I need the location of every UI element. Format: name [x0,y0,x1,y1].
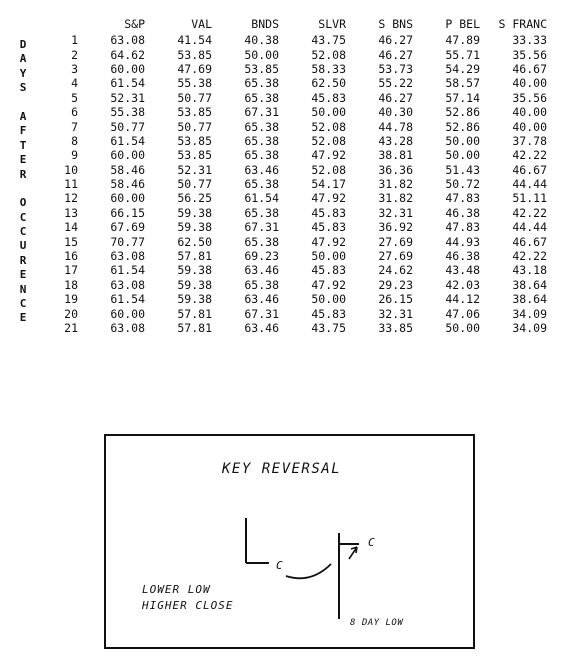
value-cell: 40.38 [244,33,279,48]
value-cell: 34.09 [512,306,547,321]
day-number-cell: 16 [64,249,78,264]
value-cell: 47.83 [445,191,480,206]
value-cell: 51.43 [445,162,480,177]
table-row [46,62,547,76]
value-cell: 58.46 [110,177,145,192]
value-cell: 42.03 [445,277,480,292]
value-cell: 67.69 [110,220,145,235]
day-number-cell: 21 [64,321,78,335]
results-table [46,15,547,335]
value-cell: 67.31 [244,306,279,321]
value-cell: 60.00 [110,191,145,206]
value-cell: 50.77 [177,90,212,105]
value-cell: 32.31 [378,205,413,220]
value-cell: 24.62 [378,263,413,278]
header-p-bel: P BEL [445,17,480,31]
value-cell: 50.72 [445,177,480,192]
value-cell: 47.69 [177,61,212,76]
value-cell: 31.82 [378,177,413,192]
value-cell: 61.54 [110,133,145,148]
table-row [46,306,547,320]
side-label-letter: Y [19,66,27,80]
side-label-letter: R [19,253,27,267]
day-number-cell: 18 [64,277,78,292]
value-cell: 55.22 [378,76,413,91]
table-row [46,163,547,177]
day-number-cell: 14 [64,220,78,235]
side-label-letter: S [19,81,27,95]
day-number-cell: 9 [71,148,78,163]
table-row [46,105,547,119]
value-cell: 59.38 [177,205,212,220]
value-cell: 46.38 [445,205,480,220]
value-cell: 36.92 [378,220,413,235]
value-cell: 46.27 [378,47,413,62]
value-cell: 53.73 [378,61,413,76]
value-cell: 56.25 [177,191,212,206]
eight-day-low-label: 8 DAY LOW [350,618,404,628]
value-cell: 50.00 [311,105,346,120]
value-cell: 55.38 [110,105,145,120]
value-cell: 63.46 [244,263,279,278]
side-label-letter: R [19,167,27,181]
header-s-franc: S FRANC [498,17,547,31]
value-cell: 52.31 [110,90,145,105]
side-label-letter: E [19,153,27,167]
value-cell: 62.50 [177,234,212,249]
table-row [46,249,547,263]
side-label-letter: N [19,282,27,296]
value-cell: 32.31 [378,306,413,321]
day-number-cell: 19 [64,292,78,307]
value-cell: 50.77 [110,119,145,134]
value-cell: 46.67 [512,61,547,76]
value-cell: 60.00 [110,61,145,76]
value-cell: 50.00 [311,249,346,264]
side-label-days-after-occurence [16,38,30,326]
value-cell: 67.31 [244,105,279,120]
value-cell: 59.38 [177,277,212,292]
value-cell: 60.00 [110,306,145,321]
value-cell: 40.00 [512,76,547,91]
table-row [46,191,547,205]
value-cell: 65.38 [244,277,279,292]
header-bnds: BNDS [251,17,279,31]
value-cell: 59.38 [177,220,212,235]
value-cell: 50.00 [244,47,279,62]
value-cell: 33.33 [512,33,547,48]
value-cell: 35.56 [512,47,547,62]
value-cell: 50.00 [445,148,480,163]
value-cell: 52.86 [445,119,480,134]
table-header-row [46,15,547,33]
value-cell: 65.38 [244,90,279,105]
table-row [46,33,547,47]
table-row [46,119,547,133]
value-cell: 59.38 [177,292,212,307]
day-number-cell: 12 [64,191,78,206]
value-cell: 37.78 [512,133,547,148]
value-cell: 60.00 [110,148,145,163]
value-cell: 43.18 [512,263,547,278]
key-reversal-diagram [104,434,475,649]
value-cell: 45.83 [311,220,346,235]
side-label-letter: D [19,38,27,51]
value-cell: 61.54 [110,76,145,91]
side-label-letter: A [19,52,27,66]
day-number-cell: 13 [64,205,78,220]
header-slvr: SLVR [318,17,346,31]
value-cell: 62.50 [311,76,346,91]
table-row [46,234,547,248]
value-cell: 40.00 [512,119,547,134]
header-val: VAL [191,17,212,31]
side-label-letter: A [19,109,27,123]
day-number-cell: 6 [71,105,78,120]
value-cell: 45.83 [311,205,346,220]
value-cell: 26.15 [378,292,413,307]
value-cell: 65.38 [244,234,279,249]
value-cell: 58.46 [110,162,145,177]
value-cell: 53.85 [177,47,212,62]
side-label-gap [16,182,30,196]
value-cell: 63.46 [244,162,279,177]
value-cell: 63.46 [244,292,279,307]
value-cell: 41.54 [177,33,212,48]
table-row [46,177,547,191]
header-sp: S&P [124,17,145,31]
value-cell: 29.23 [378,277,413,292]
value-cell: 52.86 [445,105,480,120]
value-cell: 46.27 [378,33,413,48]
value-cell: 27.69 [378,234,413,249]
day-number-cell: 10 [64,162,78,177]
table-row [46,292,547,306]
value-cell: 47.92 [311,148,346,163]
value-cell: 50.77 [177,177,212,192]
value-cell: 50.77 [177,119,212,134]
value-cell: 36.36 [378,162,413,177]
value-cell: 67.31 [244,220,279,235]
value-cell: 57.14 [445,90,480,105]
value-cell: 44.93 [445,234,480,249]
value-cell: 42.22 [512,249,547,264]
day-number-cell: 15 [64,234,78,249]
value-cell: 53.85 [244,61,279,76]
day-number-cell: 17 [64,263,78,278]
value-cell: 46.27 [378,90,413,105]
value-cell: 57.81 [177,249,212,264]
table-row [46,76,547,90]
value-cell: 44.12 [445,292,480,307]
value-cell: 55.71 [445,47,480,62]
value-cell: 63.08 [110,321,145,335]
day-number-cell: 20 [64,306,78,321]
connecting-curve [286,564,331,578]
key-reversal-sketch [106,436,477,651]
value-cell: 57.81 [177,321,212,335]
value-cell: 63.08 [110,277,145,292]
table-row [46,47,547,61]
day-number-cell: 8 [71,133,78,148]
value-cell: 43.28 [378,133,413,148]
value-cell: 55.38 [177,76,212,91]
value-cell: 53.85 [177,148,212,163]
value-cell: 69.23 [244,249,279,264]
right-close-mark: C [368,536,375,549]
side-label-letter: E [19,268,27,282]
side-label-letter: C [19,225,27,239]
table-row [46,134,547,148]
diagram-title: KEY REVERSAL [222,461,342,477]
table-row [46,206,547,220]
value-cell: 45.83 [311,306,346,321]
value-cell: 59.38 [177,263,212,278]
table-row [46,220,547,234]
side-label-letter: F [19,124,27,138]
value-cell: 61.54 [244,191,279,206]
value-cell: 45.83 [311,90,346,105]
table-row [46,91,547,105]
value-cell: 42.22 [512,205,547,220]
value-cell: 43.75 [311,321,346,335]
value-cell: 53.85 [177,133,212,148]
table-row [46,278,547,292]
value-cell: 63.46 [244,321,279,335]
value-cell: 43.48 [445,263,480,278]
table-row [46,263,547,277]
value-cell: 58.57 [445,76,480,91]
value-cell: 47.92 [311,191,346,206]
value-cell: 65.38 [244,205,279,220]
side-label-letter: C [19,297,27,311]
value-cell: 46.67 [512,234,547,249]
value-cell: 65.38 [244,133,279,148]
value-cell: 47.83 [445,220,480,235]
value-cell: 63.08 [110,249,145,264]
value-cell: 40.30 [378,105,413,120]
value-cell: 65.38 [244,76,279,91]
value-cell: 38.64 [512,292,547,307]
value-cell: 65.38 [244,148,279,163]
note-lower-low: LOWER LOW [142,583,211,596]
value-cell: 66.15 [110,205,145,220]
value-cell: 44.78 [378,119,413,134]
value-cell: 52.08 [311,162,346,177]
value-cell: 27.69 [378,249,413,264]
table-row [46,148,547,162]
value-cell: 52.08 [311,133,346,148]
value-cell: 43.75 [311,33,346,48]
value-cell: 42.22 [512,148,547,163]
value-cell: 31.82 [378,191,413,206]
side-label-letter: C [19,210,27,224]
value-cell: 47.06 [445,306,480,321]
day-number-cell: 11 [64,177,78,192]
value-cell: 52.08 [311,119,346,134]
value-cell: 61.54 [110,263,145,278]
side-label-gap [16,96,30,110]
value-cell: 44.44 [512,220,547,235]
value-cell: 33.85 [378,321,413,335]
value-cell: 47.89 [445,33,480,48]
day-number-cell: 7 [71,119,78,134]
header-day [46,15,78,33]
note-higher-close: HIGHER CLOSE [142,599,234,612]
value-cell: 46.38 [445,249,480,264]
side-label-letter: E [19,311,27,325]
day-number-cell: 3 [71,61,78,76]
value-cell: 52.31 [177,162,212,177]
value-cell: 44.44 [512,177,547,192]
header-s-bns: S BNS [378,17,413,31]
value-cell: 34.09 [512,321,547,335]
side-label-letter: T [19,138,27,152]
value-cell: 51.11 [512,191,547,206]
table-row [46,321,547,335]
value-cell: 63.08 [110,33,145,48]
side-label-letter: O [19,196,27,210]
value-cell: 54.17 [311,177,346,192]
value-cell: 70.77 [110,234,145,249]
side-label-letter: U [19,239,27,253]
value-cell: 46.67 [512,162,547,177]
value-cell: 50.00 [445,321,480,335]
value-cell: 53.85 [177,105,212,120]
value-cell: 52.08 [311,47,346,62]
value-cell: 57.81 [177,306,212,321]
day-number-cell: 5 [71,90,78,105]
value-cell: 50.00 [445,133,480,148]
value-cell: 61.54 [110,292,145,307]
day-number-cell: 2 [71,47,78,62]
value-cell: 54.29 [445,61,480,76]
value-cell: 65.38 [244,177,279,192]
value-cell: 40.00 [512,105,547,120]
value-cell: 65.38 [244,119,279,134]
value-cell: 35.56 [512,90,547,105]
value-cell: 47.92 [311,277,346,292]
value-cell: 50.00 [311,292,346,307]
value-cell: 38.64 [512,277,547,292]
value-cell: 58.33 [311,61,346,76]
value-cell: 64.62 [110,47,145,62]
left-close-mark: C [276,559,283,572]
value-cell: 38.81 [378,148,413,163]
day-number-cell: 1 [71,33,78,48]
value-cell: 45.83 [311,263,346,278]
day-number-cell: 4 [71,76,78,91]
value-cell: 47.92 [311,234,346,249]
